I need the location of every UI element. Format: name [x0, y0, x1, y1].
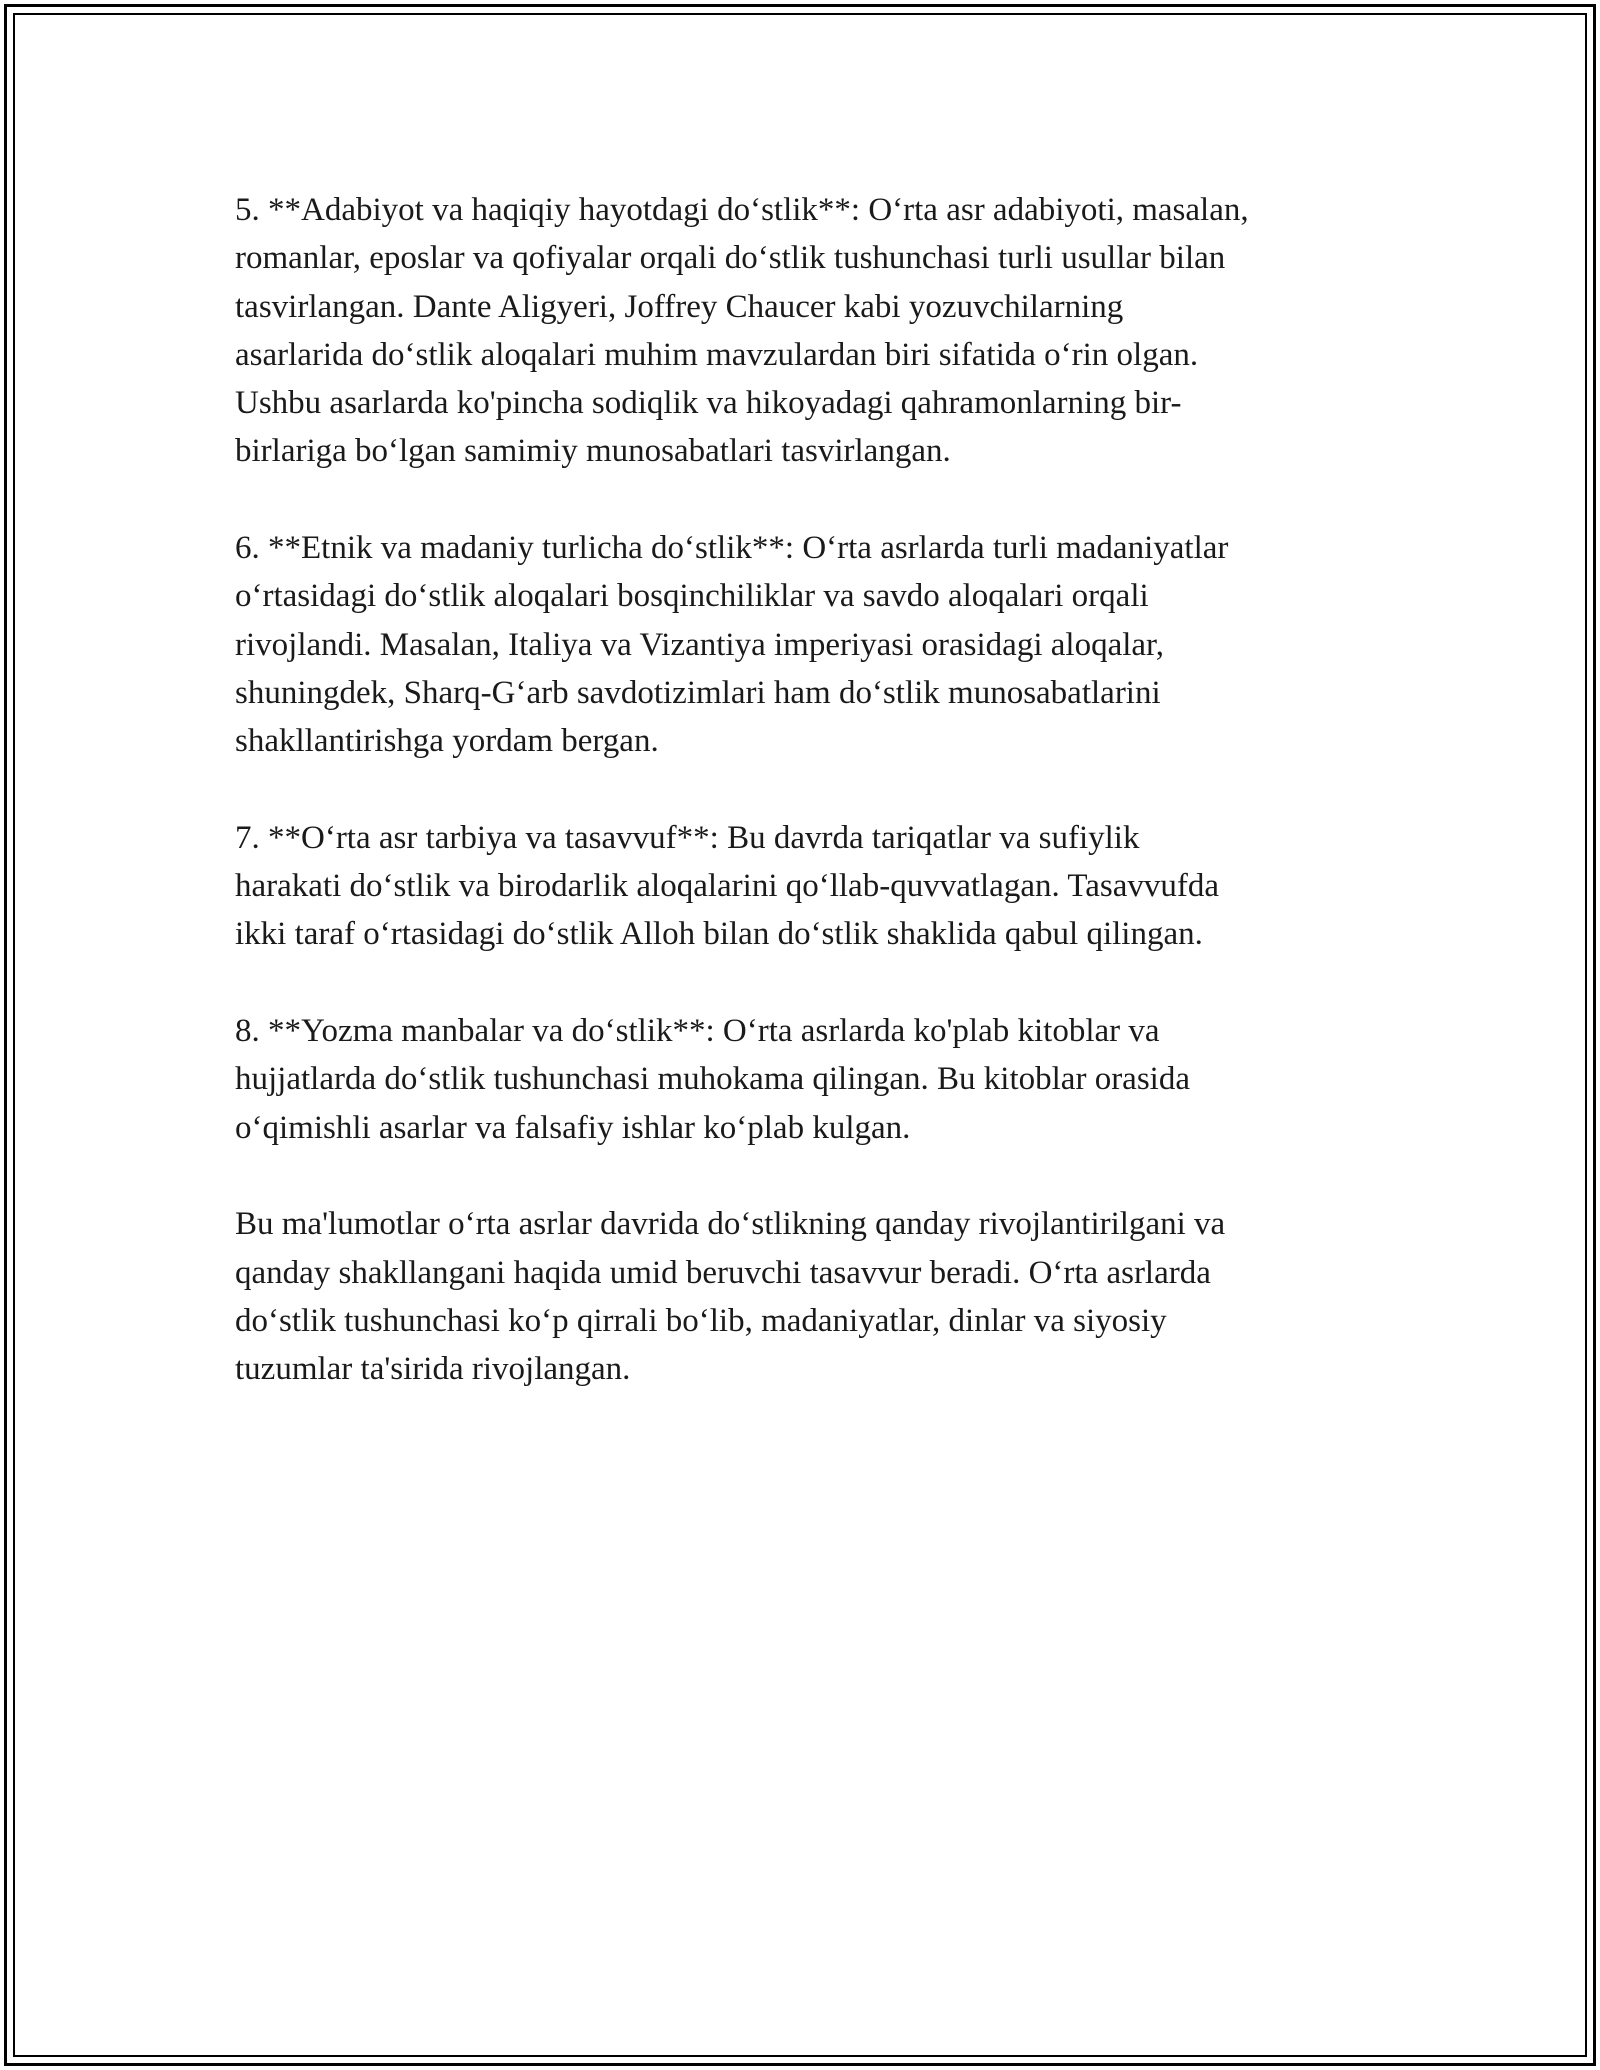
text-line: shakllantirishga yordam bergan.	[235, 723, 659, 760]
text-line: harakati do‘stlik va birodarlik aloqalarini qo‘llab-quvvatlagan. Tasavvufda	[235, 868, 1220, 905]
text-line: Bu ma'lumotlar o‘rta asrlar davrida do‘stlikning qanday rivojlantirilgani va	[235, 1206, 1226, 1243]
text-line: rivojlandi. Masalan, Italiya va Vizantiya imperiyasi orasidagi aloqalar,	[235, 626, 1164, 663]
text-line: ikki taraf o‘rtasidagi do‘stlik Alloh bilan do‘stlik shaklida qabul qilingan.	[235, 916, 1203, 953]
text-line: Ushbu asarlarda ko'pincha sodiqlik va hikoyadagi qahramonlarning bir-	[235, 385, 1182, 422]
text-line: romanlar, eposlar va qofiyalar orqali do‘stlik tushunchasi turli usullar bilan	[235, 240, 1226, 277]
text-line: 7. **O‘rta asr tarbiya va tasavvuf**: Bu davrda tariqatlar va sufiylik	[235, 819, 1140, 856]
text-line: o‘rtasidagi do‘stlik aloqalari bosqinchiliklar va savdo aloqalari orqali	[235, 578, 1149, 615]
text-line: 5. **Adabiyot va haqiqiy hayotdagi do‘stlik**: O‘rta asr adabiyoti, masalan,	[235, 192, 1249, 228]
text-line: do‘stlik tushunchasi ko‘p qirrali bo‘lib, madaniyatlar, dinlar va siyosiy	[235, 1302, 1167, 1339]
text-line: qanday shakllangani haqida umid beruvchi tasavvur beradi. O‘rta asrlarda	[235, 1254, 1211, 1291]
paragraph-conclusion	[235, 1200, 1375, 1393]
text-line: asarlarida do‘stlik aloqalari muhim mavzulardan biri sifatida o‘rin olgan.	[235, 336, 1199, 373]
text-line: 6. **Etnik va madaniy turlicha do‘stlik**: O‘rta asrlarda turli madaniyatlar	[235, 530, 1229, 567]
paragraph-yozma-manbalar	[235, 1007, 1375, 1152]
paragraph-etnik	[235, 524, 1375, 765]
document-body	[235, 186, 1375, 1442]
text-line: birlariga bo‘lgan samimiy munosabatlari tasvirlangan.	[235, 433, 951, 470]
paragraph-adabiyot	[235, 186, 1375, 476]
text-line: hujjatlarda do‘stlik tushunchasi muhokama qilingan. Bu kitoblar orasida	[235, 1061, 1190, 1098]
text-line: tasvirlangan. Dante Aligyeri, Joffrey Chaucer kabi yozuvchilarning	[235, 288, 1124, 325]
text-line: shuningdek, Sharq-G‘arb savdotizimlari ham do‘stlik munosabatlarini	[235, 674, 1161, 711]
text-line: tuzumlar ta'sirida rivojlangan.	[235, 1351, 631, 1388]
paragraph-tasavvuf	[235, 814, 1375, 959]
text-line: o‘qimishli asarlar va falsafiy ishlar ko‘plab kulgan.	[235, 1109, 911, 1146]
text-line: 8. **Yozma manbalar va do‘stlik**: O‘rta asrlarda ko'plab kitoblar va	[235, 1013, 1160, 1050]
